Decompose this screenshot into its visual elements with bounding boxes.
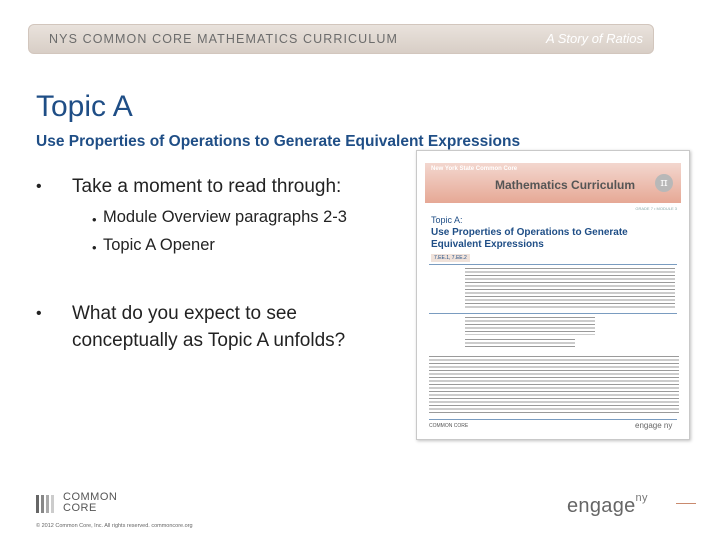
sub-bullet-dot: • [92,212,97,227]
doc-divider [429,419,677,420]
bullet-2-line2: conceptually as Topic A unfolds? [72,330,346,351]
doc-body-paragraph [429,356,679,414]
doc-lessons-text [465,339,575,349]
curriculum-label: NYS COMMON CORE MATHEMATICS CURRICULUM [49,32,398,46]
slide-subtitle: Use Properties of Operations to Generate Equivalent Expressions [36,133,521,150]
engage-word: engage [567,495,636,517]
sub-bullet-dot: • [92,240,97,255]
bullet-1-text: Take a moment to read through: [72,176,342,197]
doc-divider [429,264,677,265]
doc-footer-logo: COMMON CORE [429,423,469,429]
slide-title: Topic A [36,90,133,123]
common-core-logo-text [63,492,117,514]
engage-ny-logo [567,492,648,518]
doc-lessons-text [465,317,595,335]
doc-topic-label: Topic A: [431,215,463,225]
story-label: A Story of Ratios [545,31,643,46]
doc-header-band [425,163,681,203]
bullet-dot: • [36,178,42,195]
doc-band-title: Mathematics Curriculum [495,178,636,192]
doc-standards-code: 7.EE.1, 7.EE.2 [431,254,470,262]
bullet-dot: • [36,305,42,322]
doc-footer-engage: engage ny [635,421,673,430]
engage-superscript: ny [635,492,648,505]
footer-rule [676,503,696,504]
pi-icon: π [655,174,673,192]
sub-bullet-1: Module Overview paragraphs 2-3 [103,208,347,226]
sub-bullet-2: Topic A Opener [103,236,215,254]
header-bar [28,24,654,54]
logo-line-1: COMMON [63,491,118,503]
bullet-2-line1: What do you expect to see [72,303,297,324]
common-core-logo-icon [36,495,58,513]
doc-divider [429,313,677,314]
doc-topic-title: Use Properties of Operations to Generate Equivalent Expressions [431,227,628,250]
doc-meta: GRADE 7 • MODULE 3 [635,206,677,211]
topic-document-thumbnail [416,150,690,440]
copyright-notice: © 2012 Common Core, Inc. All rights reserved. commoncore.org [36,523,193,529]
doc-focus-standards-text [465,268,675,310]
doc-band-top-text: New York State Common Core [431,166,518,172]
logo-line-2: CORE [63,502,97,514]
